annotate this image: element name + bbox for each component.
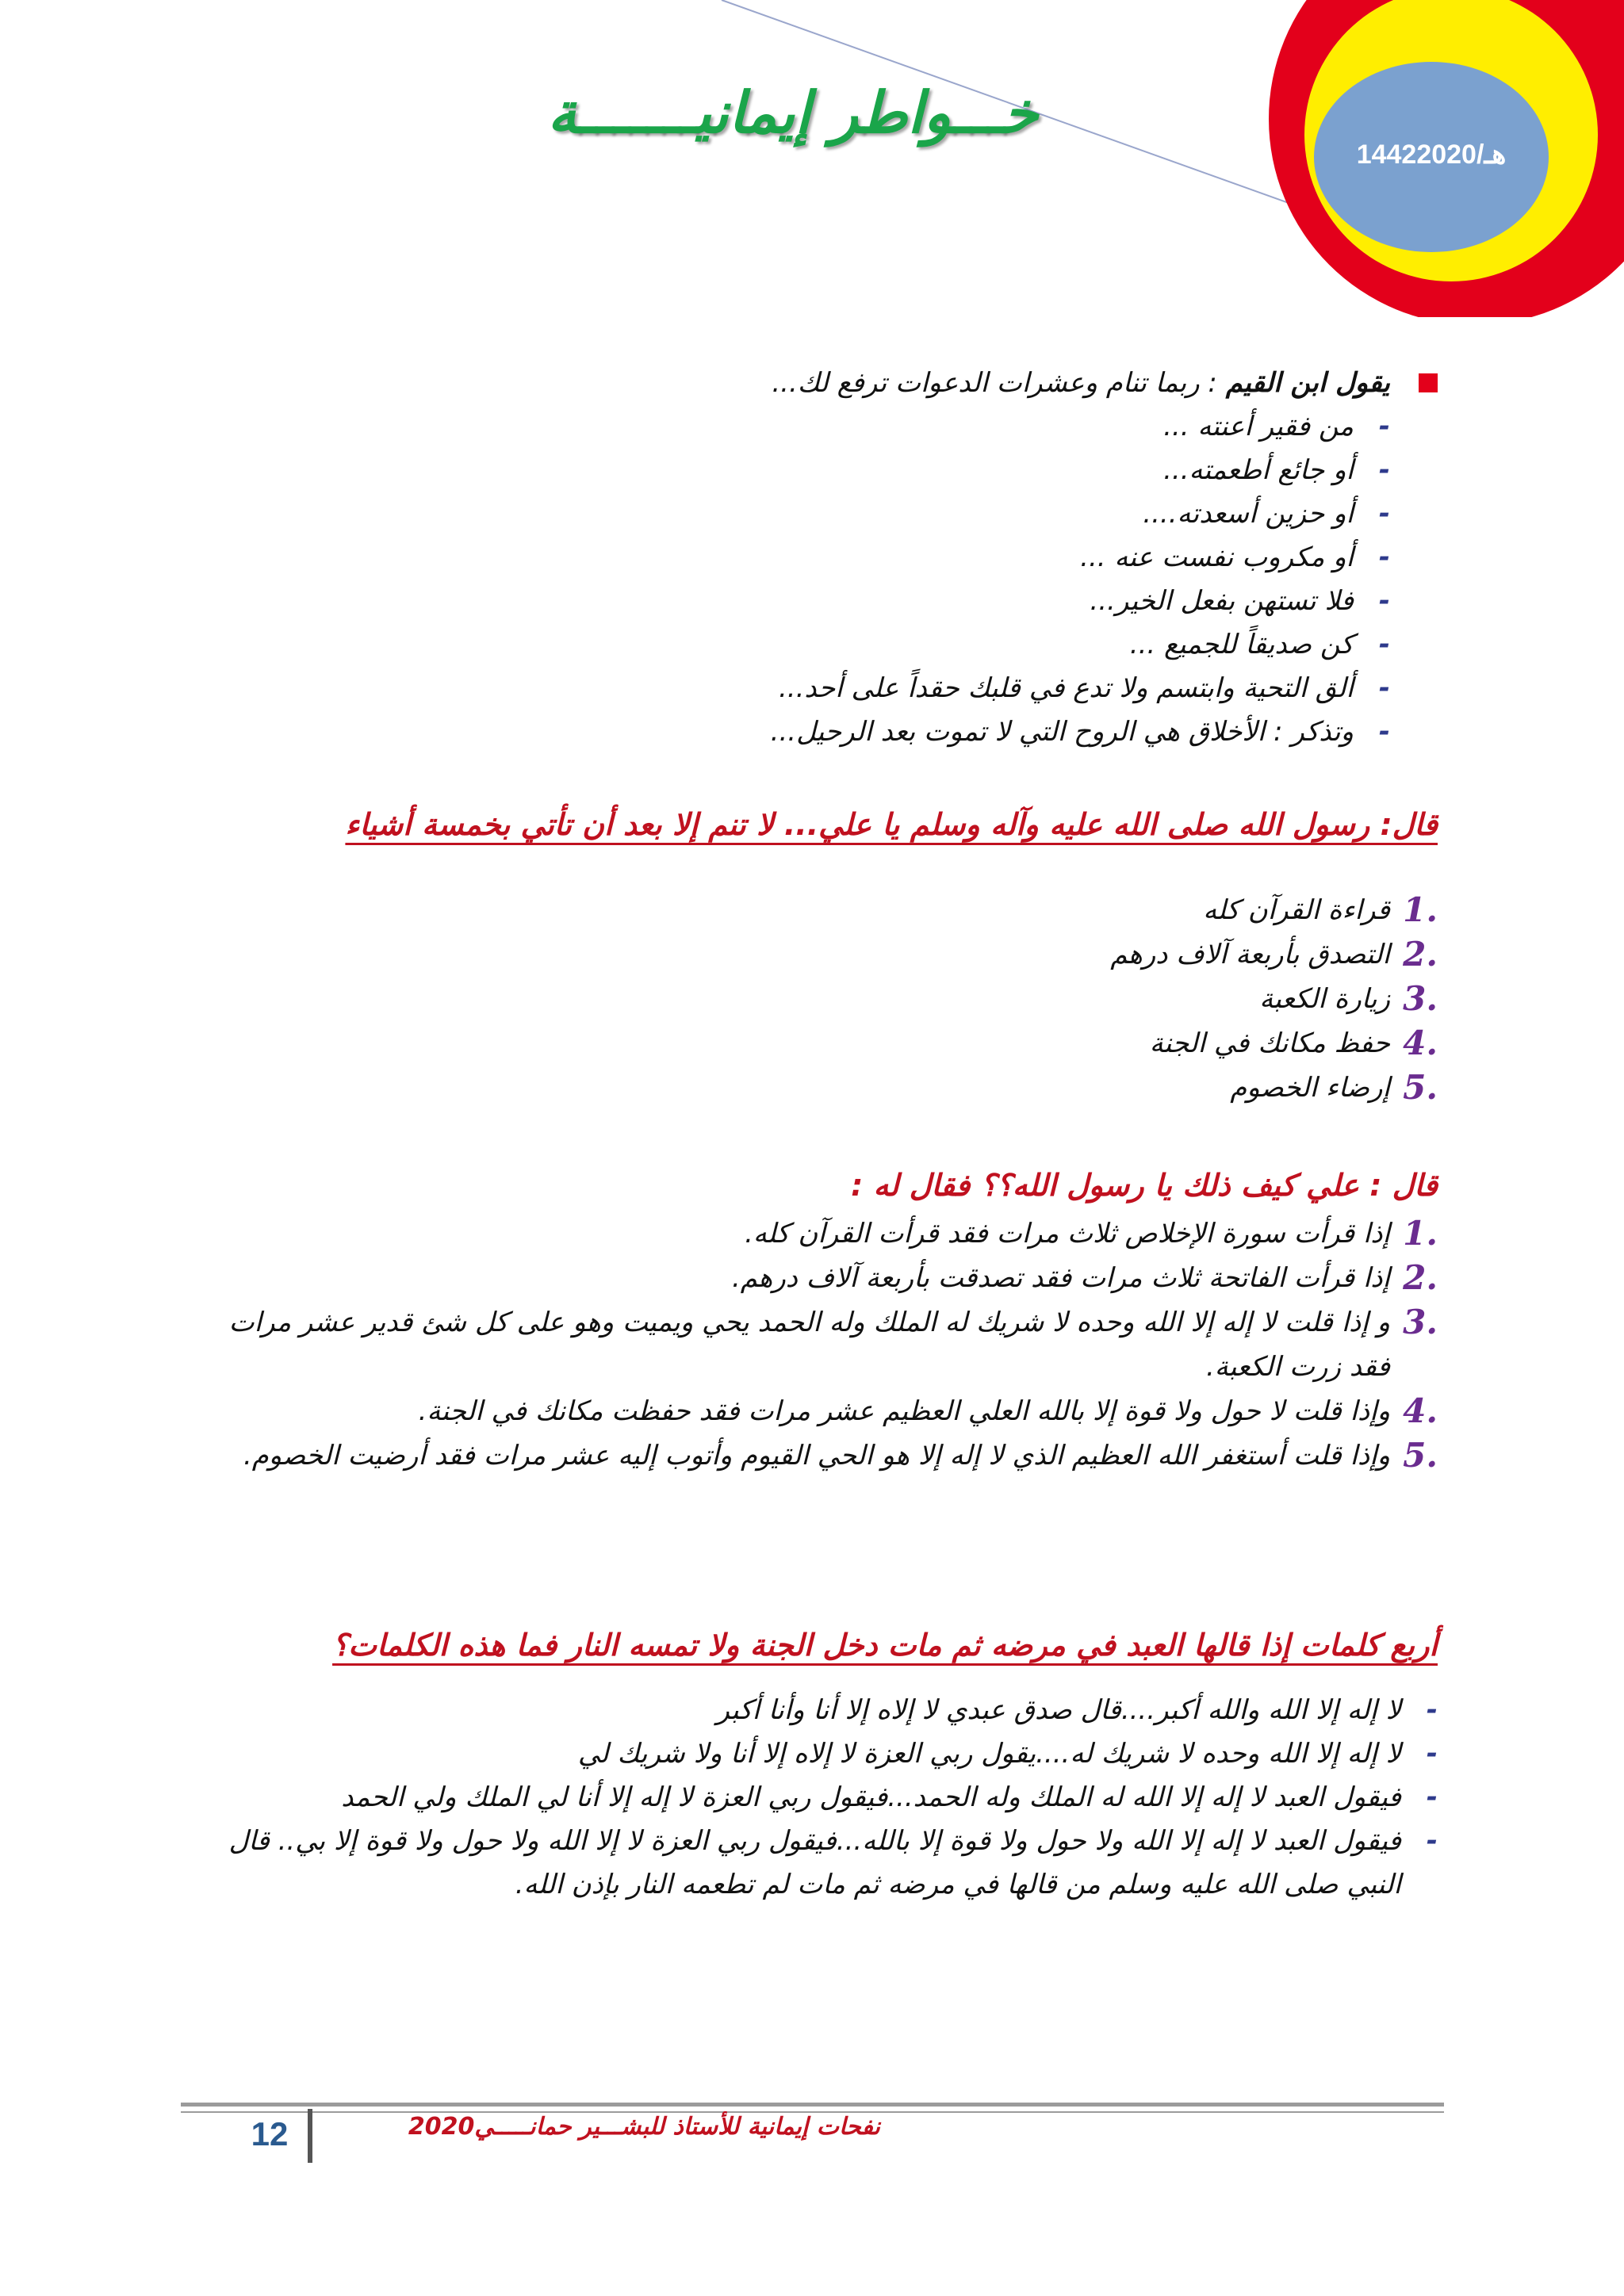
item-number: .5 — [1403, 1436, 1438, 1475]
list-item — [185, 977, 1438, 1021]
list-item-text: فيقول العبد لا إله إلا الله ولا حول ولا قوة إلا بالله...فيقول ربي العزة لا إلا الله ولا حول ولا قوة إلا بي.. قال النبي صلى الله عليه وسلم من قالها في مرضه ثم مات لم تطعمه النار بإذن الله. — [228, 1825, 1401, 1900]
list-item — [185, 1389, 1438, 1433]
item-number: .4 — [1403, 1391, 1438, 1430]
list-item-text: وإذا قلت لا حول ولا قوة إلا بالله العلي العظيم عشر مرات فقد حفظت مكانك في الجنة. — [418, 1395, 1390, 1427]
item-number: .1 — [1403, 1214, 1438, 1253]
dash-icon: - — [1378, 454, 1390, 486]
item-number: .3 — [1403, 979, 1438, 1018]
list-item-text: حفظ مكانك في الجنة — [1149, 1027, 1390, 1059]
dash-icon: - — [1426, 1781, 1438, 1813]
section3-list — [185, 1689, 1438, 1907]
list-item — [185, 932, 1438, 977]
list-item — [185, 667, 1390, 710]
list-item — [185, 492, 1390, 536]
dash-icon: - — [1426, 1825, 1438, 1857]
section2-list — [185, 1211, 1438, 1478]
list-item-text: إذا قرأت سورة الإخلاص ثلاث مرات فقد قرأت القرآن كله. — [745, 1218, 1390, 1249]
item-number: .2 — [1403, 1258, 1438, 1297]
list-item-text: كن صديقاً للجميع ... — [1129, 629, 1354, 660]
list-item-text: أو مكروب نفست عنه ... — [1080, 541, 1354, 573]
page-title: خـــواطر إيمانيـــــــة — [547, 79, 1039, 146]
list-item — [185, 1433, 1438, 1478]
list-item — [185, 580, 1390, 623]
dash-icon: - — [1378, 541, 1390, 573]
footer-separator — [308, 2109, 312, 2163]
list-item-text: من فقير أعنته ... — [1163, 411, 1354, 442]
list-item — [185, 1211, 1438, 1256]
dash-icon: - — [1426, 1694, 1438, 1726]
list-item-text: فلا تستهن بفعل الخير... — [1090, 585, 1354, 617]
list-item — [185, 1300, 1438, 1389]
section1-heading: قال: رسول الله صلى الله عليه وآله وسلم يا علي... لا تنم إلا بعد أن تأتي بخمسة أشياء — [345, 807, 1438, 842]
year-badge: 1442هـ/2020 — [1356, 140, 1507, 170]
list-item-text: وإذا قلت أستغفر الله العظيم الذي لا إله إلا هو الحي القيوم وأتوب إليه عشر مرات فقد أرضيت الخصوم. — [243, 1440, 1390, 1471]
list-item-text: فيقول العبد لا إله إلا الله له الملك وله الحمد...فيقول ربي العزة لا إله إلا أنا لي الملك ولي الحمد — [341, 1781, 1401, 1813]
list-item-text: إرضاء الخصوم — [1230, 1072, 1390, 1104]
list-item-text: ألق التحية وابتسم ولا تدع في قلبك حقداً على أحد... — [778, 672, 1354, 704]
list-item — [185, 1256, 1438, 1300]
section1-list — [185, 888, 1438, 1110]
section3-heading: أربع كلمات إذا قالها العبد في مرضه ثم مات دخل الجنة ولا تمسه النار فما هذه الكلمات؟ — [332, 1628, 1438, 1663]
list-item — [185, 623, 1390, 667]
item-number: .2 — [1403, 935, 1438, 974]
item-number: .5 — [1403, 1068, 1438, 1107]
section2-heading: قال : علي كيف ذلك يا رسول الله؟؟ فقال له : — [851, 1168, 1438, 1203]
list-item-text: وتذكر : الأخلاق هي الروح التي لا تموت بعد الرحيل... — [770, 716, 1354, 748]
item-number: .3 — [1403, 1303, 1438, 1341]
dash-icon: - — [1378, 672, 1390, 704]
bullet-square-icon — [1419, 373, 1438, 392]
list-item-text: و إذا قلت لا إله إلا الله وحده لا شريك له الملك وله الحمد يحي ويميت وهو على كل شئ قدير عشر مرات فقد زرت الكعبة. — [228, 1307, 1390, 1383]
item-number: .4 — [1403, 1024, 1438, 1062]
list-item — [185, 449, 1390, 492]
intro-lead-bold: يقول ابن القيم — [1225, 367, 1390, 399]
list-item-text: أو حزين أسعدته.... — [1143, 498, 1354, 530]
dash-icon: - — [1378, 585, 1390, 617]
list-item — [185, 1021, 1438, 1066]
list-item-text: إذا قرأت الفاتحة ثلاث مرات فقد تصدقت بأربعة آلاف درهم. — [731, 1262, 1390, 1294]
dash-icon: - — [1378, 498, 1390, 530]
list-item — [185, 405, 1390, 449]
page-number: 12 — [251, 2115, 289, 2152]
intro-list — [185, 405, 1438, 754]
footer-divider — [181, 2103, 1444, 2107]
list-item-text: التصدق بأربعة آلاف درهم — [1110, 939, 1390, 970]
dash-icon: - — [1378, 716, 1390, 748]
list-item-text: لا إله إلا الله وحده لا شريك له....يقول ربي العزة لا إلاه إلا أنا ولا شريك لي — [577, 1738, 1401, 1770]
list-item — [185, 1689, 1438, 1732]
list-item — [185, 1732, 1438, 1776]
list-item — [185, 536, 1390, 580]
list-item-text: أو جائع أطعمته... — [1163, 454, 1354, 486]
intro-heading — [185, 361, 1438, 405]
list-item — [185, 888, 1438, 932]
list-item-text: قراءة القرآن كله — [1203, 894, 1390, 926]
dash-icon: - — [1378, 629, 1390, 660]
intro-block — [185, 361, 1438, 754]
list-item — [185, 1066, 1438, 1110]
list-item-text: لا إله إلا الله والله أكبر....قال صدق عبدي لا إلاه إلا أنا وأنا أكبر — [716, 1694, 1401, 1726]
item-number: .1 — [1403, 890, 1438, 929]
intro-lead-text: : ربما تنام وعشرات الدعوات ترفع لك... — [772, 367, 1226, 399]
footer-text: نفحات إيمانية للأستاذ للبشـــير حمانـــــي2020 — [408, 2113, 880, 2141]
list-item — [185, 710, 1390, 754]
dash-icon: - — [1378, 411, 1390, 442]
list-item — [185, 1776, 1438, 1820]
dash-icon: - — [1426, 1738, 1438, 1770]
list-item-text: زيارة الكعبة — [1259, 983, 1390, 1015]
list-item — [185, 1820, 1438, 1907]
